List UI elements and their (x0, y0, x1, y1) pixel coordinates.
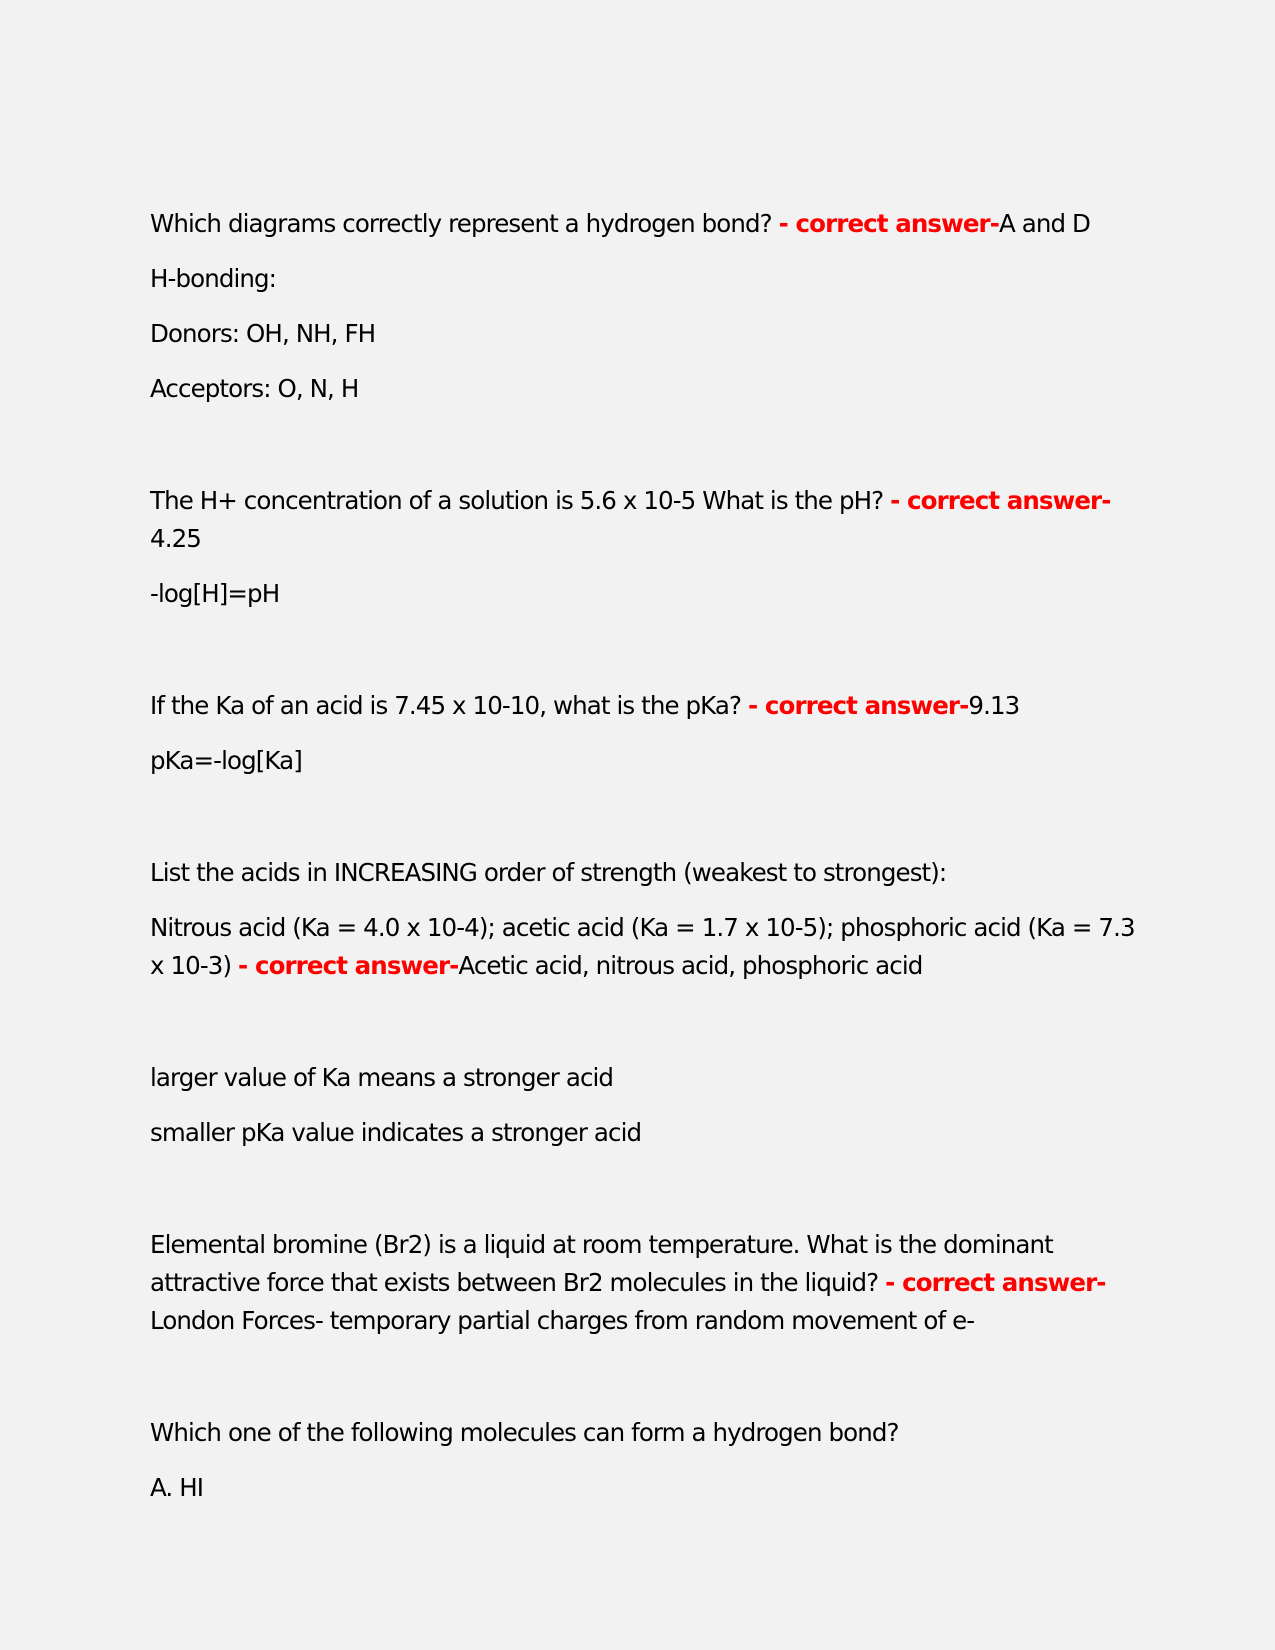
note-line: H-bonding: (150, 264, 277, 293)
note-line: -log[H]=pH (150, 579, 280, 608)
question-5 (150, 1226, 1140, 1340)
question-4-heading: List the acids in INCREASING order of strength (weakest to strongest): (150, 858, 947, 887)
answer-text: A and D (999, 209, 1090, 238)
answer-text: 9.13 (968, 691, 1020, 720)
note-line: larger value of Ka means a stronger acid (150, 1063, 614, 1092)
answer-marker: - correct answer- (778, 209, 999, 238)
question-text: Elemental bromine (Br2) is a liquid at room temperature. What is the dominant attractive force that exists between Br2 molecules in the liquid? (150, 1230, 1053, 1297)
answer-text: London Forces- temporary partial charges from random movement of e- (150, 1306, 975, 1335)
answer-marker: - correct answer- (238, 951, 459, 980)
answer-text: 4.25 (150, 524, 201, 553)
answer-text: Acetic acid, nitrous acid, phosphoric acid (458, 951, 923, 980)
question-6: Which one of the following molecules can form a hydrogen bond? (150, 1418, 899, 1447)
note-line: Acceptors: O, N, H (150, 374, 359, 403)
question-4 (150, 909, 1140, 985)
question-text: If the Ka of an acid is 7.45 x 10-10, what is the pKa? (150, 691, 742, 720)
answer-marker: - correct answer- (890, 486, 1111, 515)
question-2 (150, 482, 1140, 558)
document-page (150, 205, 1140, 1524)
answer-marker: - correct answer- (748, 691, 969, 720)
answer-marker: - correct answer- (885, 1268, 1106, 1297)
question-3 (150, 687, 1140, 725)
question-text: The H+ concentration of a solution is 5.6 x 10-5 What is the pH? (150, 486, 884, 515)
note-line: smaller pKa value indicates a stronger acid (150, 1118, 642, 1147)
option-line: A. HI (150, 1473, 204, 1502)
question-text: Nitrous acid (Ka = 4.0 x 10-4); acetic acid (Ka = 1.7 x 10-5); phosphoric acid (Ka = 7.3 x 10-3) (150, 913, 1135, 980)
note-line: pKa=-log[Ka] (150, 746, 302, 775)
note-line: Donors: OH, NH, FH (150, 319, 376, 348)
question-text: Which diagrams correctly represent a hydrogen bond? (150, 209, 772, 238)
question-1 (150, 205, 1140, 243)
